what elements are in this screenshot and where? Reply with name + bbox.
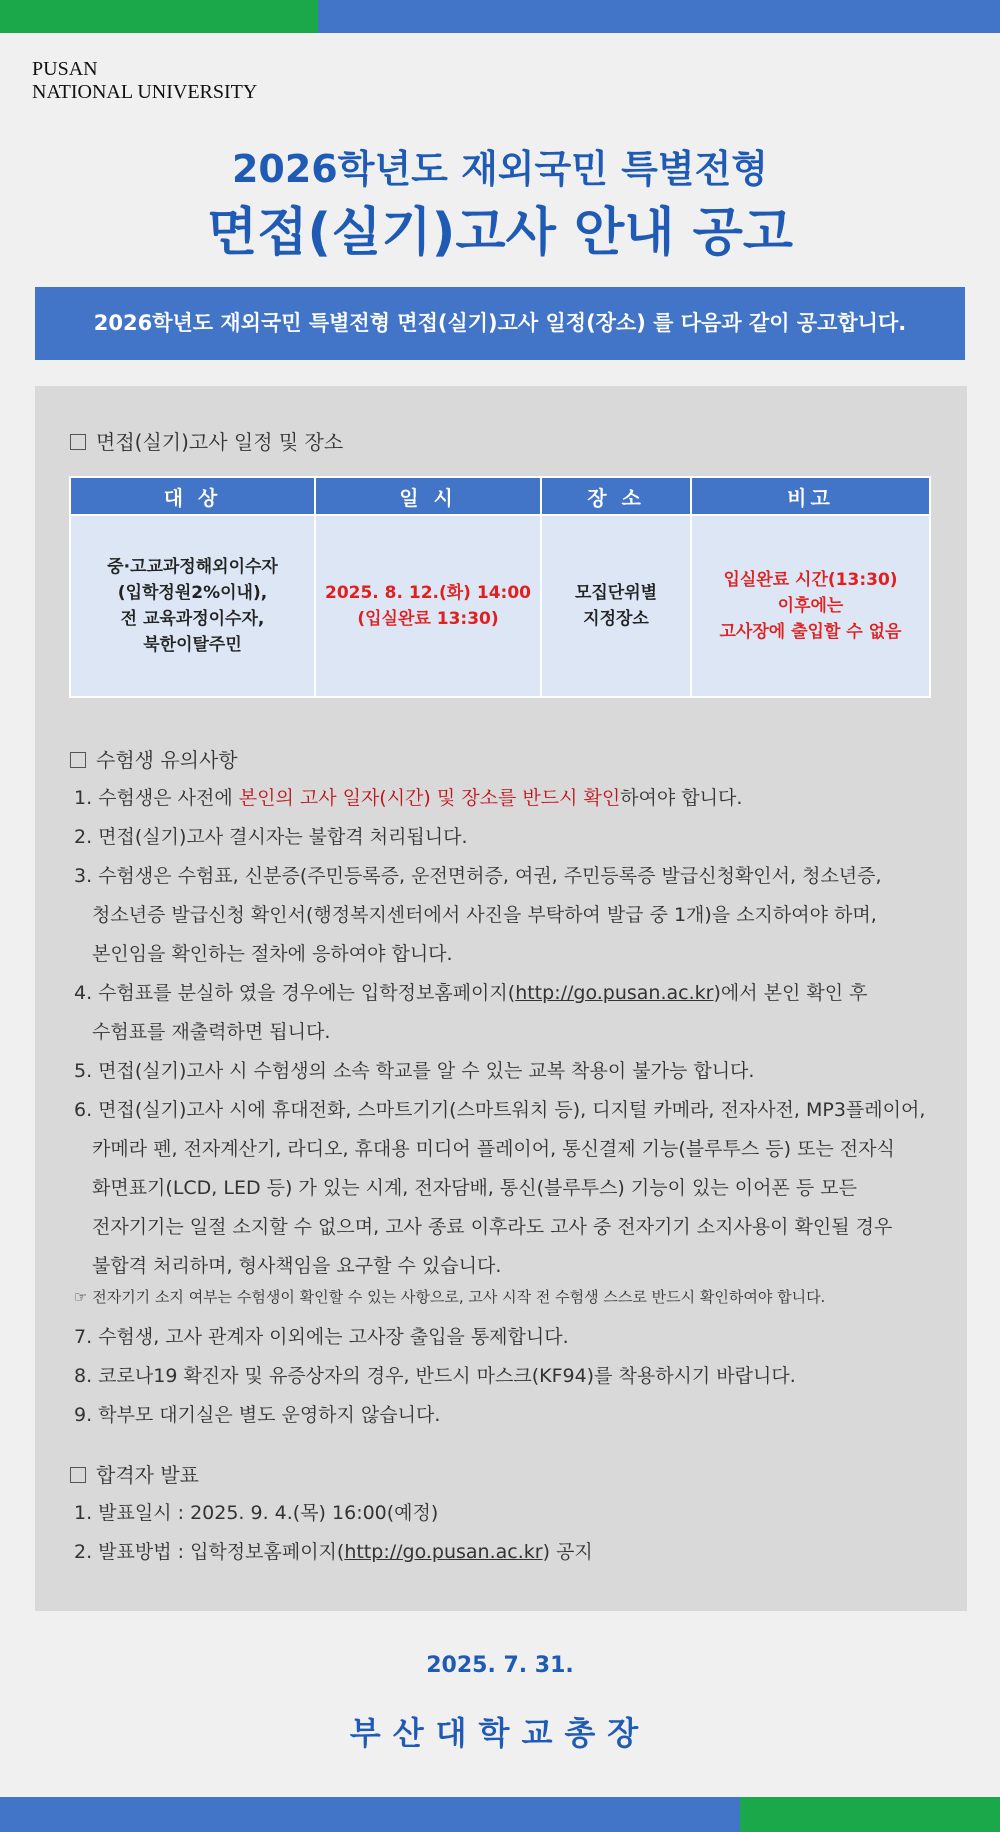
admission-homepage-link[interactable]: http://go.pusan.ac.kr (344, 1541, 543, 1563)
place-line: 모집단위별 (574, 583, 658, 603)
header-target: 대 상 (70, 477, 315, 515)
notice-highlight: 본인의 고사 일자(시간) 및 장소를 반드시 확인 (238, 787, 621, 809)
notices-heading-text: 수험생 유의사항 (96, 748, 238, 772)
top-color-bar (0, 0, 1000, 33)
notice-item-3-cont: 본인임을 확인하는 절차에 응하여야 합니다. (92, 943, 453, 965)
schedule-table (69, 476, 931, 698)
remark-line: 이후에는 (777, 596, 844, 616)
notice-text: 하여야 합니다. (620, 787, 743, 809)
notice-item-4-cont: 수험표를 재출력하면 됩니다. (92, 1021, 331, 1043)
title-line-2: 면접(실기)고사 안내 공고 (206, 203, 794, 263)
checkbox-icon (70, 434, 86, 450)
checkbox-icon (70, 752, 86, 768)
logo-line-1: PUSAN (32, 58, 98, 80)
notice-item-6-cont: 불합격 처리하며, 형사책임을 요구할 수 있습니다. (92, 1255, 502, 1277)
notice-text: )에서 본인 확인 후 (713, 982, 868, 1004)
header-place: 장 소 (541, 477, 691, 515)
notice-item-6-cont: 화면표기(LCD, LED 등) 가 있는 시계, 전자담배, 통신(블루투스) 기능이 있는 이어폰 등 모든 (92, 1177, 857, 1199)
announcement-banner: 2026학년도 재외국민 특별전형 면접(실기)고사 일정(장소) 를 다음과 같이 공고합니다. (35, 287, 965, 360)
result-heading (70, 1459, 199, 1488)
president-signature: 부산대학교총장 (349, 1714, 651, 1752)
university-logo (32, 58, 257, 104)
remark-line: 입실완료 시간(13:30) (723, 570, 898, 590)
notice-text: 4. 수험표를 분실하 였을 경우에는 입학정보홈페이지( (74, 982, 516, 1004)
result-heading-text: 합격자 발표 (96, 1463, 199, 1487)
electronics-note: ☞ 전자기기 소지 여부는 수험생이 확인할 수 있는 사항으로, 고사 시작 전 수험생 스스로 반드시 확인하여야 합니다. (74, 1288, 826, 1306)
logo-line-2: NATIONAL UNIVERSITY (32, 81, 258, 103)
place-line: 지정장소 (583, 609, 649, 629)
remark-line: 고사장에 출입할 수 없음 (719, 622, 902, 642)
title-line-1: 2026학년도 재외국민 특별전형 (231, 147, 768, 191)
notice-text: 1. 수험생은 사전에 (74, 787, 239, 809)
notice-item-6: 6. 면접(실기)고사 시에 휴대전화, 스마트기기(스마트워치 등), 디지털 카메라, 전자사전, MP3플레이어, (74, 1099, 926, 1121)
target-line: 전 교육과정이수자, (120, 609, 265, 629)
bottom-bar-blue (0, 1797, 740, 1832)
announcement-date: 2025. 7. 31. (426, 1653, 574, 1678)
header-remark: 비고 (691, 477, 930, 515)
datetime-line: (입실완료 13:30) (357, 609, 499, 629)
header-datetime: 일 시 (315, 477, 541, 515)
notice-item-7: 7. 수험생, 고사 관계자 이외에는 고사장 출입을 통제합니다. (74, 1326, 569, 1348)
table-header-row (70, 477, 930, 515)
notice-item-3: 3. 수험생은 수험표, 신분증(주민등록증, 운전면허증, 여권, 주민등록증 발급신청확인서, 청소년증, (74, 865, 882, 887)
cell-remark (691, 515, 930, 697)
cell-target (70, 515, 315, 697)
result-text: ) 공지 (542, 1541, 593, 1563)
notice-item-6-cont: 카메라 펜, 전자계산기, 라디오, 휴대용 미디어 플레이어, 통신결제 기능(블루투스 등) 또는 전자식 (92, 1138, 895, 1160)
top-bar-blue (318, 0, 1000, 33)
notice-item-3-cont: 청소년증 발급신청 확인서(행정복지센터에서 사진을 부탁하여 발급 중 1개)을 소지하여야 하며, (92, 904, 877, 926)
bottom-bar-green (740, 1797, 1000, 1832)
result-text: 2. 발표방법 : 입학정보홈페이지( (74, 1541, 345, 1563)
notice-item-2: 2. 면접(실기)고사 결시자는 불합격 처리됩니다. (74, 826, 468, 848)
notices-heading (70, 744, 238, 773)
notice-item-6-cont: 전자기기는 일절 소지할 수 없으며, 고사 종료 이후라도 고사 중 전자기기 소지사용이 확인될 경우 (92, 1216, 893, 1238)
target-line: 중·고교과정해외이수자 (107, 557, 278, 577)
notice-item-4 (74, 978, 867, 1005)
result-item-1: 1. 발표일시 : 2025. 9. 4.(목) 16:00(예정) (74, 1502, 439, 1524)
schedule-heading-text: 면접(실기)고사 일정 및 장소 (96, 430, 344, 454)
table-row (70, 515, 930, 697)
cell-place (541, 515, 691, 697)
cell-datetime (315, 515, 541, 697)
top-bar-green (0, 0, 318, 33)
notice-item-8: 8. 코로나19 확진자 및 유증상자의 경우, 반드시 마스크(KF94)를 착용하시기 바랍니다. (74, 1365, 796, 1387)
result-item-2 (74, 1537, 593, 1564)
datetime-line: 2025. 8. 12.(화) 14:00 (324, 583, 531, 603)
notice-item-1 (74, 783, 742, 810)
target-line: (입학정원2%이내), (117, 583, 268, 603)
schedule-heading (70, 426, 343, 455)
target-line: 북한이탈주민 (143, 635, 242, 655)
admission-homepage-link[interactable]: http://go.pusan.ac.kr (515, 982, 714, 1004)
bottom-color-bar (0, 1797, 1000, 1832)
checkbox-icon (70, 1467, 86, 1483)
notice-item-5: 5. 면접(실기)고사 시 수험생의 소속 학교를 알 수 있는 교복 착용이 불가능 합니다. (74, 1060, 755, 1082)
notice-item-9: 9. 학부모 대기실은 별도 운영하지 않습니다. (74, 1404, 441, 1426)
